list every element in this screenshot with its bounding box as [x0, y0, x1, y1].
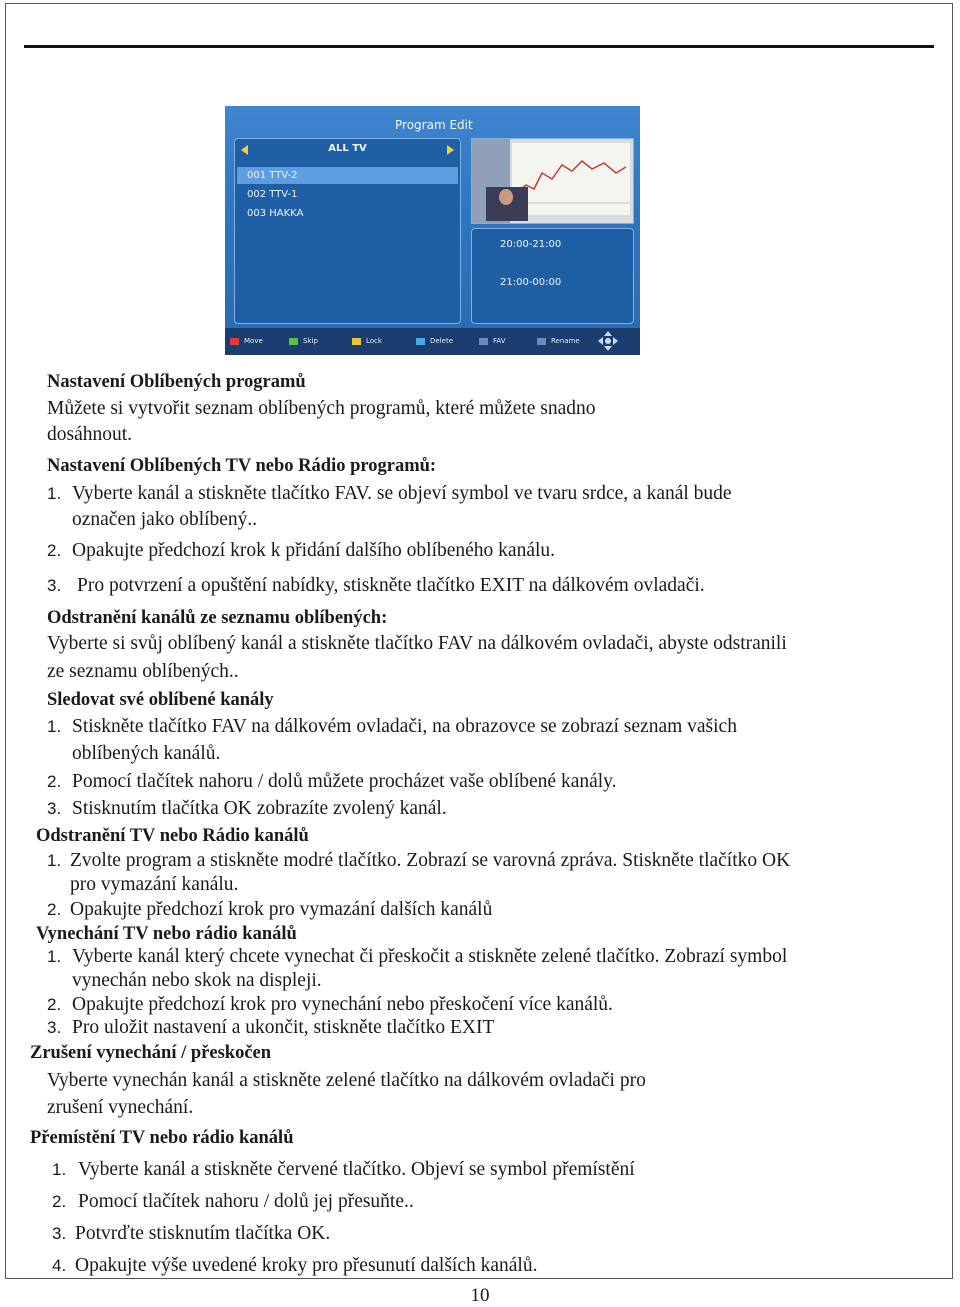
step-number: 1.: [52, 1160, 67, 1179]
step-number: 1.: [47, 851, 62, 870]
blue-key-icon: [416, 338, 425, 345]
remove-fav-heading: Odstranění kanálů ze seznamu oblíbených:: [47, 608, 388, 628]
fav-heading: Nastavení Oblíbených programů: [47, 372, 306, 392]
key-lock: Lock: [352, 337, 382, 345]
skip-heading: Vynechání TV nebo rádio kanálů: [36, 924, 297, 944]
watch-step-1: Stiskněte tlačítko FAV na dálkovém ovladači, na obrazovce se zobrazí seznam vašich: [72, 716, 737, 737]
key-skip: Skip: [289, 337, 318, 345]
key-bar: [225, 328, 640, 355]
remove-fav-text: Vyberte si svůj oblíbený kanál a stiskněte tlačítko FAV na dálkovém ovladači, abyste odstranili: [47, 633, 787, 654]
watch-step-2: Pomocí tlačítek nahoru / dolů můžete procházet vaše oblíbené kanály.: [72, 771, 617, 792]
remove-fav-text-cont: ze seznamu oblíbených..: [47, 661, 239, 682]
watch-step-1-cont: oblíbených kanálů.: [72, 743, 221, 764]
key-fav: FAV: [479, 337, 506, 345]
move-step-1: Vyberte kanál a stiskněte červené tlačítko. Objeví se symbol přemístění: [78, 1159, 635, 1180]
step-number: 2.: [47, 772, 62, 791]
skip-step-1: Vyberte kanál který chcete vynechat či přeskočit a stiskněte zelené tlačítko. Zobrazí symbol: [72, 946, 788, 967]
fav-key-icon: [479, 338, 488, 345]
program-edit-screenshot: [225, 106, 640, 355]
step-number: 2.: [47, 995, 62, 1014]
step-number: 2.: [47, 900, 62, 919]
rename-key-icon: [537, 338, 546, 345]
step-number: 2.: [52, 1192, 67, 1211]
skip-step-2: Opakujte předchozí krok pro vynechání nebo přeskočení více kanálů.: [72, 994, 613, 1015]
red-key-icon: [230, 338, 239, 345]
epg-panel: [471, 228, 634, 324]
watch-step-3: Stisknutím tlačítka OK zobrazíte zvolený kanál.: [72, 798, 447, 819]
step-number: 3.: [47, 1018, 62, 1037]
delete-heading: Odstranění TV nebo Rádio kanálů: [36, 826, 309, 846]
nav-cross-icon: [597, 330, 619, 352]
move-step-4: Opakujte výše uvedené kroky pro přesunutí dalších kanálů.: [75, 1255, 538, 1276]
anchor-face: [499, 189, 513, 205]
fav-intro-cont: dosáhnout.: [47, 424, 133, 445]
fav-step-3: Pro potvrzení a opuštění nabídky, stiskněte tlačítko EXIT na dálkovém ovladači.: [77, 575, 705, 596]
green-key-icon: [289, 338, 298, 345]
key-rename: Rename: [537, 337, 580, 345]
watch-fav-heading: Sledovat své oblíbené kanály: [47, 690, 274, 710]
fav-intro: Můžete si vytvořit seznam oblíbených programů, které můžete snadno: [47, 398, 596, 419]
screen-title: Program Edit: [395, 118, 473, 132]
unskip-text-cont: zrušení vynechání.: [47, 1097, 194, 1118]
top-rule: [24, 45, 934, 48]
fav-step-1: Vyberte kanál a stiskněte tlačítko FAV. se objeví symbol ve tvaru srdce, a kanál bude: [72, 483, 732, 504]
arrow-right-icon: [447, 145, 454, 155]
key-move: Move: [230, 337, 263, 345]
step-number: 3.: [47, 799, 62, 818]
fav-subheading: Nastavení Oblíbených TV nebo Rádio programů:: [47, 456, 437, 476]
channel-row: 002 TTV-1: [247, 189, 298, 200]
move-step-3: Potvrďte stisknutím tlačítka OK.: [75, 1223, 331, 1244]
video-preview: [471, 138, 634, 224]
preview-chart: [512, 143, 630, 215]
step-number: 4.: [52, 1256, 67, 1275]
unskip-text: Vyberte vynechán kanál a stiskněte zelené tlačítko na dálkovém ovladači pro: [47, 1070, 646, 1091]
move-step-2: Pomocí tlačítek nahoru / dolů jej přesuňte..: [78, 1191, 414, 1212]
move-heading: Přemístění TV nebo rádio kanálů: [30, 1128, 294, 1148]
page-number: 10: [470, 1285, 490, 1306]
step-number: 2.: [47, 541, 62, 560]
delete-step-2: Opakujte předchozí krok pro vymazání dalších kanálů: [70, 899, 493, 920]
unskip-heading: Zrušení vynechání / přeskočen: [30, 1043, 272, 1063]
step-number: 1.: [47, 717, 62, 736]
key-delete: Delete: [416, 337, 453, 345]
delete-step-1: Zvolte program a stiskněte modré tlačítko. Zobrazí se varovná zpráva. Stiskněte tlačítko OK: [70, 850, 791, 871]
channel-row: 001 TTV-2: [237, 167, 458, 184]
channel-row: 003 HAKKA: [247, 208, 304, 219]
step-number: 1.: [47, 947, 62, 966]
yellow-key-icon: [352, 338, 361, 345]
fav-step-2: Opakujte předchozí krok k přidání dalšího oblíbeného kanálu.: [72, 540, 556, 561]
fav-step-1-cont: označen jako oblíbený..: [72, 509, 258, 530]
channel-list-panel: [234, 138, 461, 324]
delete-step-1-cont: pro vymazání kanálu.: [70, 874, 239, 895]
step-number: 3.: [47, 576, 62, 595]
list-header: ALL TV: [328, 143, 367, 154]
step-number: 3.: [52, 1224, 67, 1243]
step-number: 1.: [47, 484, 62, 503]
skip-step-3: Pro uložit nastavení a ukončit, stiskněte tlačítko EXIT: [72, 1017, 495, 1038]
skip-step-1-cont: vynechán nebo skok na displeji.: [72, 970, 322, 991]
epg-time: 21:00-00:00: [500, 277, 562, 288]
epg-time: 20:00-21:00: [500, 239, 562, 250]
